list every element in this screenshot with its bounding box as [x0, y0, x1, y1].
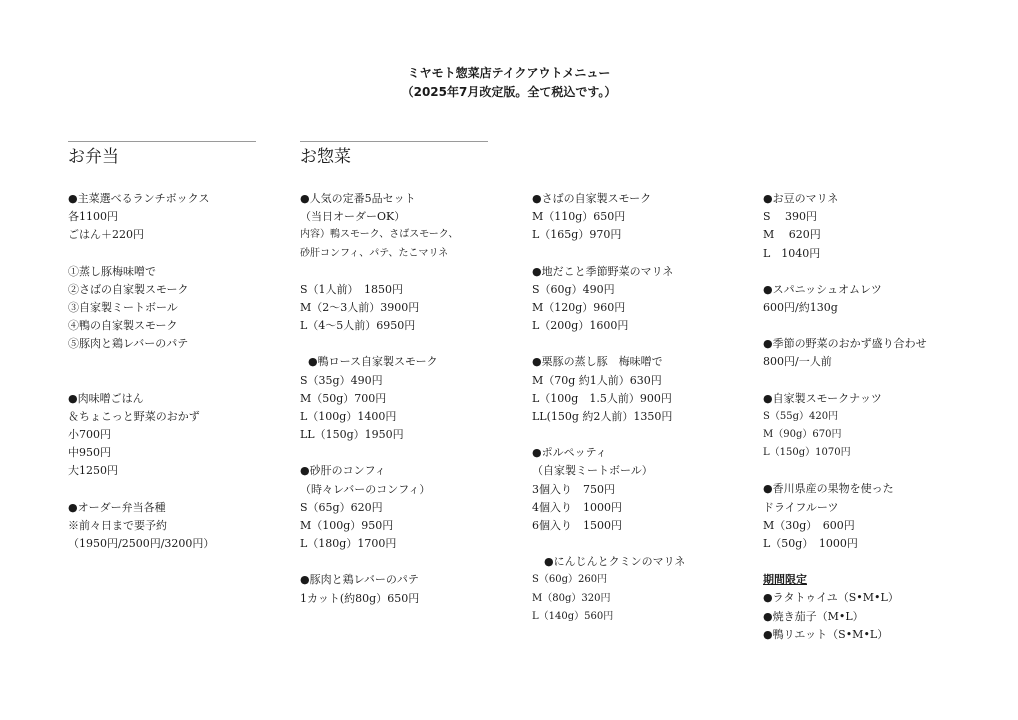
- menu-line: ＆ちょこっと野菜のおかず: [68, 409, 200, 423]
- menu-line: S（65g）620円: [300, 500, 383, 514]
- menu-line: S（60g）490円: [532, 282, 615, 296]
- menu-line: （1950円/2500円/3200円）: [68, 537, 215, 551]
- menu-line: 各1100円: [68, 210, 118, 224]
- spacer: [763, 372, 998, 390]
- bento-heading: お弁当: [68, 147, 119, 167]
- menu-line: L（150g）1070円: [763, 447, 851, 459]
- menu-line: M（110g）650円: [532, 210, 626, 224]
- spacer: [300, 263, 525, 281]
- menu-line: ③自家製ミートボール: [68, 301, 178, 315]
- menu-line: ※前々日まで要予約: [68, 518, 167, 532]
- sozai-column-2: [532, 190, 757, 626]
- spacer: [300, 553, 525, 571]
- menu-line: L（4〜5人前）6950円: [300, 319, 416, 333]
- menu-line: M（30g） 600円: [763, 518, 855, 532]
- menu-line: 大1250円: [68, 464, 118, 478]
- menu-line: ●ポルペッティ: [532, 446, 607, 460]
- menu-line: 中950円: [68, 446, 111, 460]
- menu-line: LL(150g 約2人前）1350円: [532, 410, 673, 424]
- menu-line: L（180g）1700円: [300, 537, 397, 551]
- menu-line: S（35g）490円: [300, 373, 383, 387]
- menu-line: M（50g）700円: [300, 391, 387, 405]
- menu-line: L（100g）1400円: [300, 410, 397, 424]
- menu-line: ●鴨ロース自家製スモーク: [308, 355, 438, 369]
- menu-line: ●ラタトゥイユ（S•M•L）: [763, 591, 899, 605]
- menu-line: ②さばの自家製スモーク: [68, 282, 189, 296]
- sozai-column-3: [763, 190, 998, 644]
- sozai-divider: [300, 141, 488, 142]
- menu-line: （当日オーダーOK）: [300, 210, 406, 224]
- menu-line: S（55g）420円: [763, 410, 839, 422]
- menu-line: ●主菜選べるランチボックス: [68, 192, 210, 205]
- menu-line: ●さばの自家製スモーク: [532, 192, 652, 205]
- menu-line: M（100g）950円: [300, 519, 394, 533]
- menu-line: S 390円: [763, 210, 818, 224]
- menu-line: ●焼き茄子（M•L）: [763, 609, 864, 623]
- menu-line: L（200g）1600円: [532, 319, 629, 333]
- spacer: [532, 426, 757, 444]
- menu-line: ごはん＋220円: [68, 228, 144, 242]
- menu-line: L（140g）560円: [532, 610, 614, 622]
- menu-line: ドライフルーツ: [763, 500, 839, 514]
- menu-line: ●栗豚の蒸し豚 梅味噌で: [532, 355, 663, 369]
- bento-column: [68, 190, 293, 553]
- menu-line: ●地だこと季節野菜のマリネ: [532, 264, 674, 278]
- menu-line: ⑤豚肉と鶏レバーのパテ: [68, 337, 189, 351]
- menu-line: 3個入り 750円: [532, 482, 615, 496]
- menu-line: 800円/一人前: [763, 355, 832, 369]
- menu-line: ●鴨リエット（S•M•L）: [763, 627, 889, 641]
- menu-line: 小700円: [68, 428, 111, 442]
- menu-line: ●人気の定番5品セット: [300, 192, 416, 205]
- spacer: [532, 245, 757, 263]
- menu-line: L（50g） 1000円: [763, 537, 858, 551]
- spacer: [532, 535, 757, 553]
- menu-line: ●肉味噌ごはん: [68, 391, 144, 405]
- menu-line: ●香川県産の果物を使った: [763, 482, 894, 496]
- spacer: [68, 354, 293, 390]
- sozai-column-1: [300, 190, 525, 608]
- menu-line: 砂肝コンフィ、パテ、たこマリネ: [300, 247, 449, 259]
- menu-line: ●豚肉と鶏レバーのパテ: [300, 573, 419, 587]
- menu-line: S（60g）260円: [532, 574, 608, 586]
- menu-line: LL（150g）1950円: [300, 428, 404, 442]
- menu-line: （自家製ミートボール）: [532, 464, 653, 478]
- menu-line: ●自家製スモークナッツ: [763, 391, 882, 405]
- menu-line: M（70g 約1人前）630円: [532, 373, 662, 387]
- menu-line: 600円/約130g: [763, 301, 838, 315]
- spacer: [532, 335, 757, 353]
- menu-title-line1: ミヤモト惣菜店テイクアウトメニュー: [407, 66, 611, 80]
- menu-line: L（165g）970円: [532, 228, 622, 242]
- spacer: [68, 245, 293, 263]
- menu-line: 6個入り 1500円: [532, 519, 622, 533]
- spacer: [300, 444, 525, 462]
- menu-line: ●にんじんとクミンのマリネ: [544, 555, 686, 569]
- menu-line: M（2〜3人前）3900円: [300, 301, 420, 315]
- menu-line: ●砂肝のコンフィ: [300, 464, 386, 478]
- spacer: [763, 553, 998, 571]
- menu-line: L 1040円: [763, 246, 821, 260]
- menu-line: L（100g 1.5人前）900円: [532, 391, 672, 405]
- menu-line: S（1人前） 1850円: [300, 282, 404, 296]
- menu-line: ①蒸し豚梅味噌で: [68, 264, 156, 278]
- menu-line: M（120g）960円: [532, 301, 626, 315]
- menu-line: ●季節の野菜のおかず盛り合わせ: [763, 337, 927, 351]
- menu-line: ●お豆のマリネ: [763, 192, 839, 205]
- menu-line: 4個入り 1000円: [532, 500, 622, 514]
- menu-line: 1カット(約80g）650円: [300, 591, 420, 605]
- menu-title-line2: （2025年7月改定版。全て税込です。）: [401, 85, 617, 99]
- menu-line: ●オーダー弁当各種: [68, 500, 166, 514]
- spacer: [763, 462, 998, 480]
- spacer: [68, 481, 293, 499]
- limited-time-heading: 期間限定: [763, 573, 807, 587]
- menu-line: M 620円: [763, 228, 821, 242]
- bento-divider: [68, 141, 256, 142]
- menu-line: ●スパニッシュオムレツ: [763, 282, 882, 296]
- menu-line: M（90g）670円: [763, 429, 842, 441]
- menu-line: M（80g）320円: [532, 592, 611, 604]
- spacer: [763, 317, 998, 335]
- sozai-heading: お惣菜: [300, 147, 351, 167]
- spacer: [763, 263, 998, 281]
- spacer: [300, 335, 525, 353]
- menu-line: （時々レバーのコンフィ）: [300, 482, 431, 496]
- menu-line: 内容）鴨スモーク、さばスモーク、: [300, 229, 459, 241]
- menu-line: ④鴨の自家製スモーク: [68, 319, 178, 333]
